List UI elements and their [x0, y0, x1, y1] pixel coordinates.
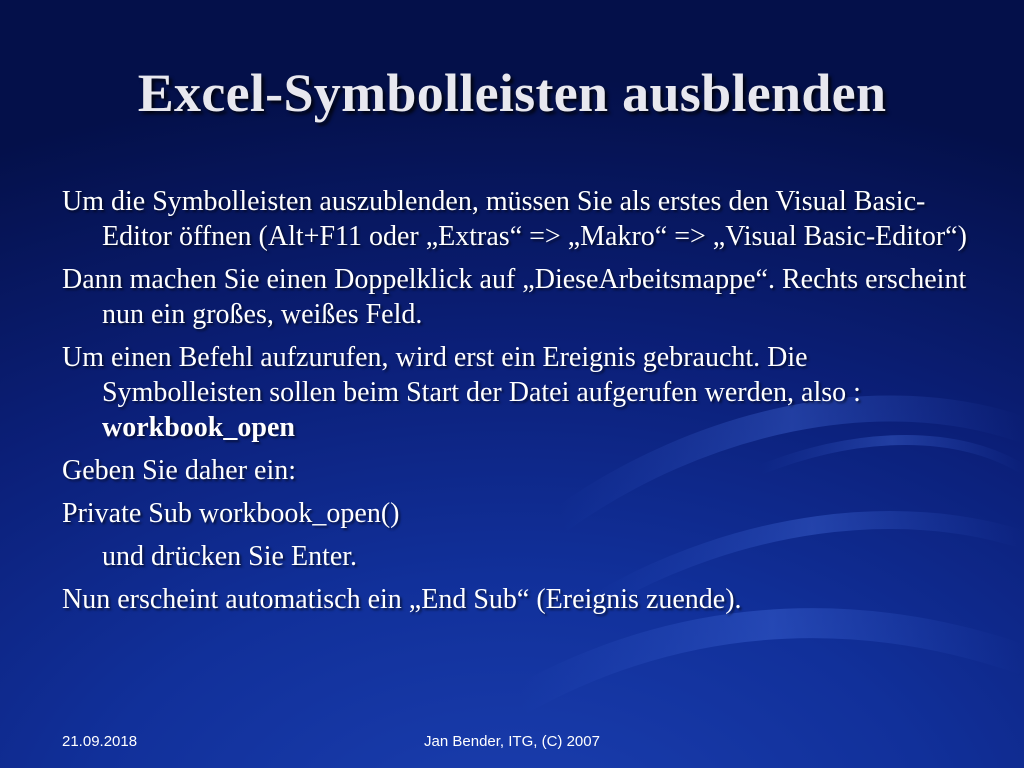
event-name-bold: workbook_open [102, 412, 295, 443]
paragraph-event [62, 340, 967, 445]
paragraph-text: Um die Symbolleisten auszublenden, müssen Sie als erstes den Visual Basic-Editor öffnen (Alt+F11 oder „Extras“ => „Makro“ => „Visual Basic-Editor“) [62, 186, 967, 252]
paragraph-end-sub [62, 582, 967, 617]
footer-author: Jan Bender, ITG, (C) 2007 [424, 733, 600, 750]
paragraph-text: und drücken Sie Enter. [102, 541, 358, 572]
slide-body [62, 184, 967, 625]
paragraph-text: Um einen Befehl aufzurufen, wird erst ein Ereignis gebraucht. Die Symbolleisten sollen beim Start der Datei aufgerufen werden, also : [62, 342, 861, 408]
footer-date: 21.09.2018 [62, 733, 138, 750]
paragraph-text: Nun erscheint automatisch ein „End Sub“ (Ereignis zuende). [62, 584, 742, 615]
paragraph-text: Geben Sie daher ein: [62, 455, 297, 486]
paragraph-enter-text [62, 453, 967, 488]
paragraph-open-editor [62, 184, 967, 254]
paragraph-double-click [62, 262, 967, 332]
slide-title: Excel-Symbolleisten ausblenden [137, 63, 887, 123]
paragraph-press-enter [62, 539, 967, 574]
paragraph-text: Private Sub workbook_open() [62, 498, 400, 529]
paragraph-code-line [62, 496, 967, 531]
paragraph-text: Dann machen Sie einen Doppelklick auf „DieseArbeitsmappe“. Rechts erscheint nun ein großes, weißes Feld. [62, 264, 967, 330]
